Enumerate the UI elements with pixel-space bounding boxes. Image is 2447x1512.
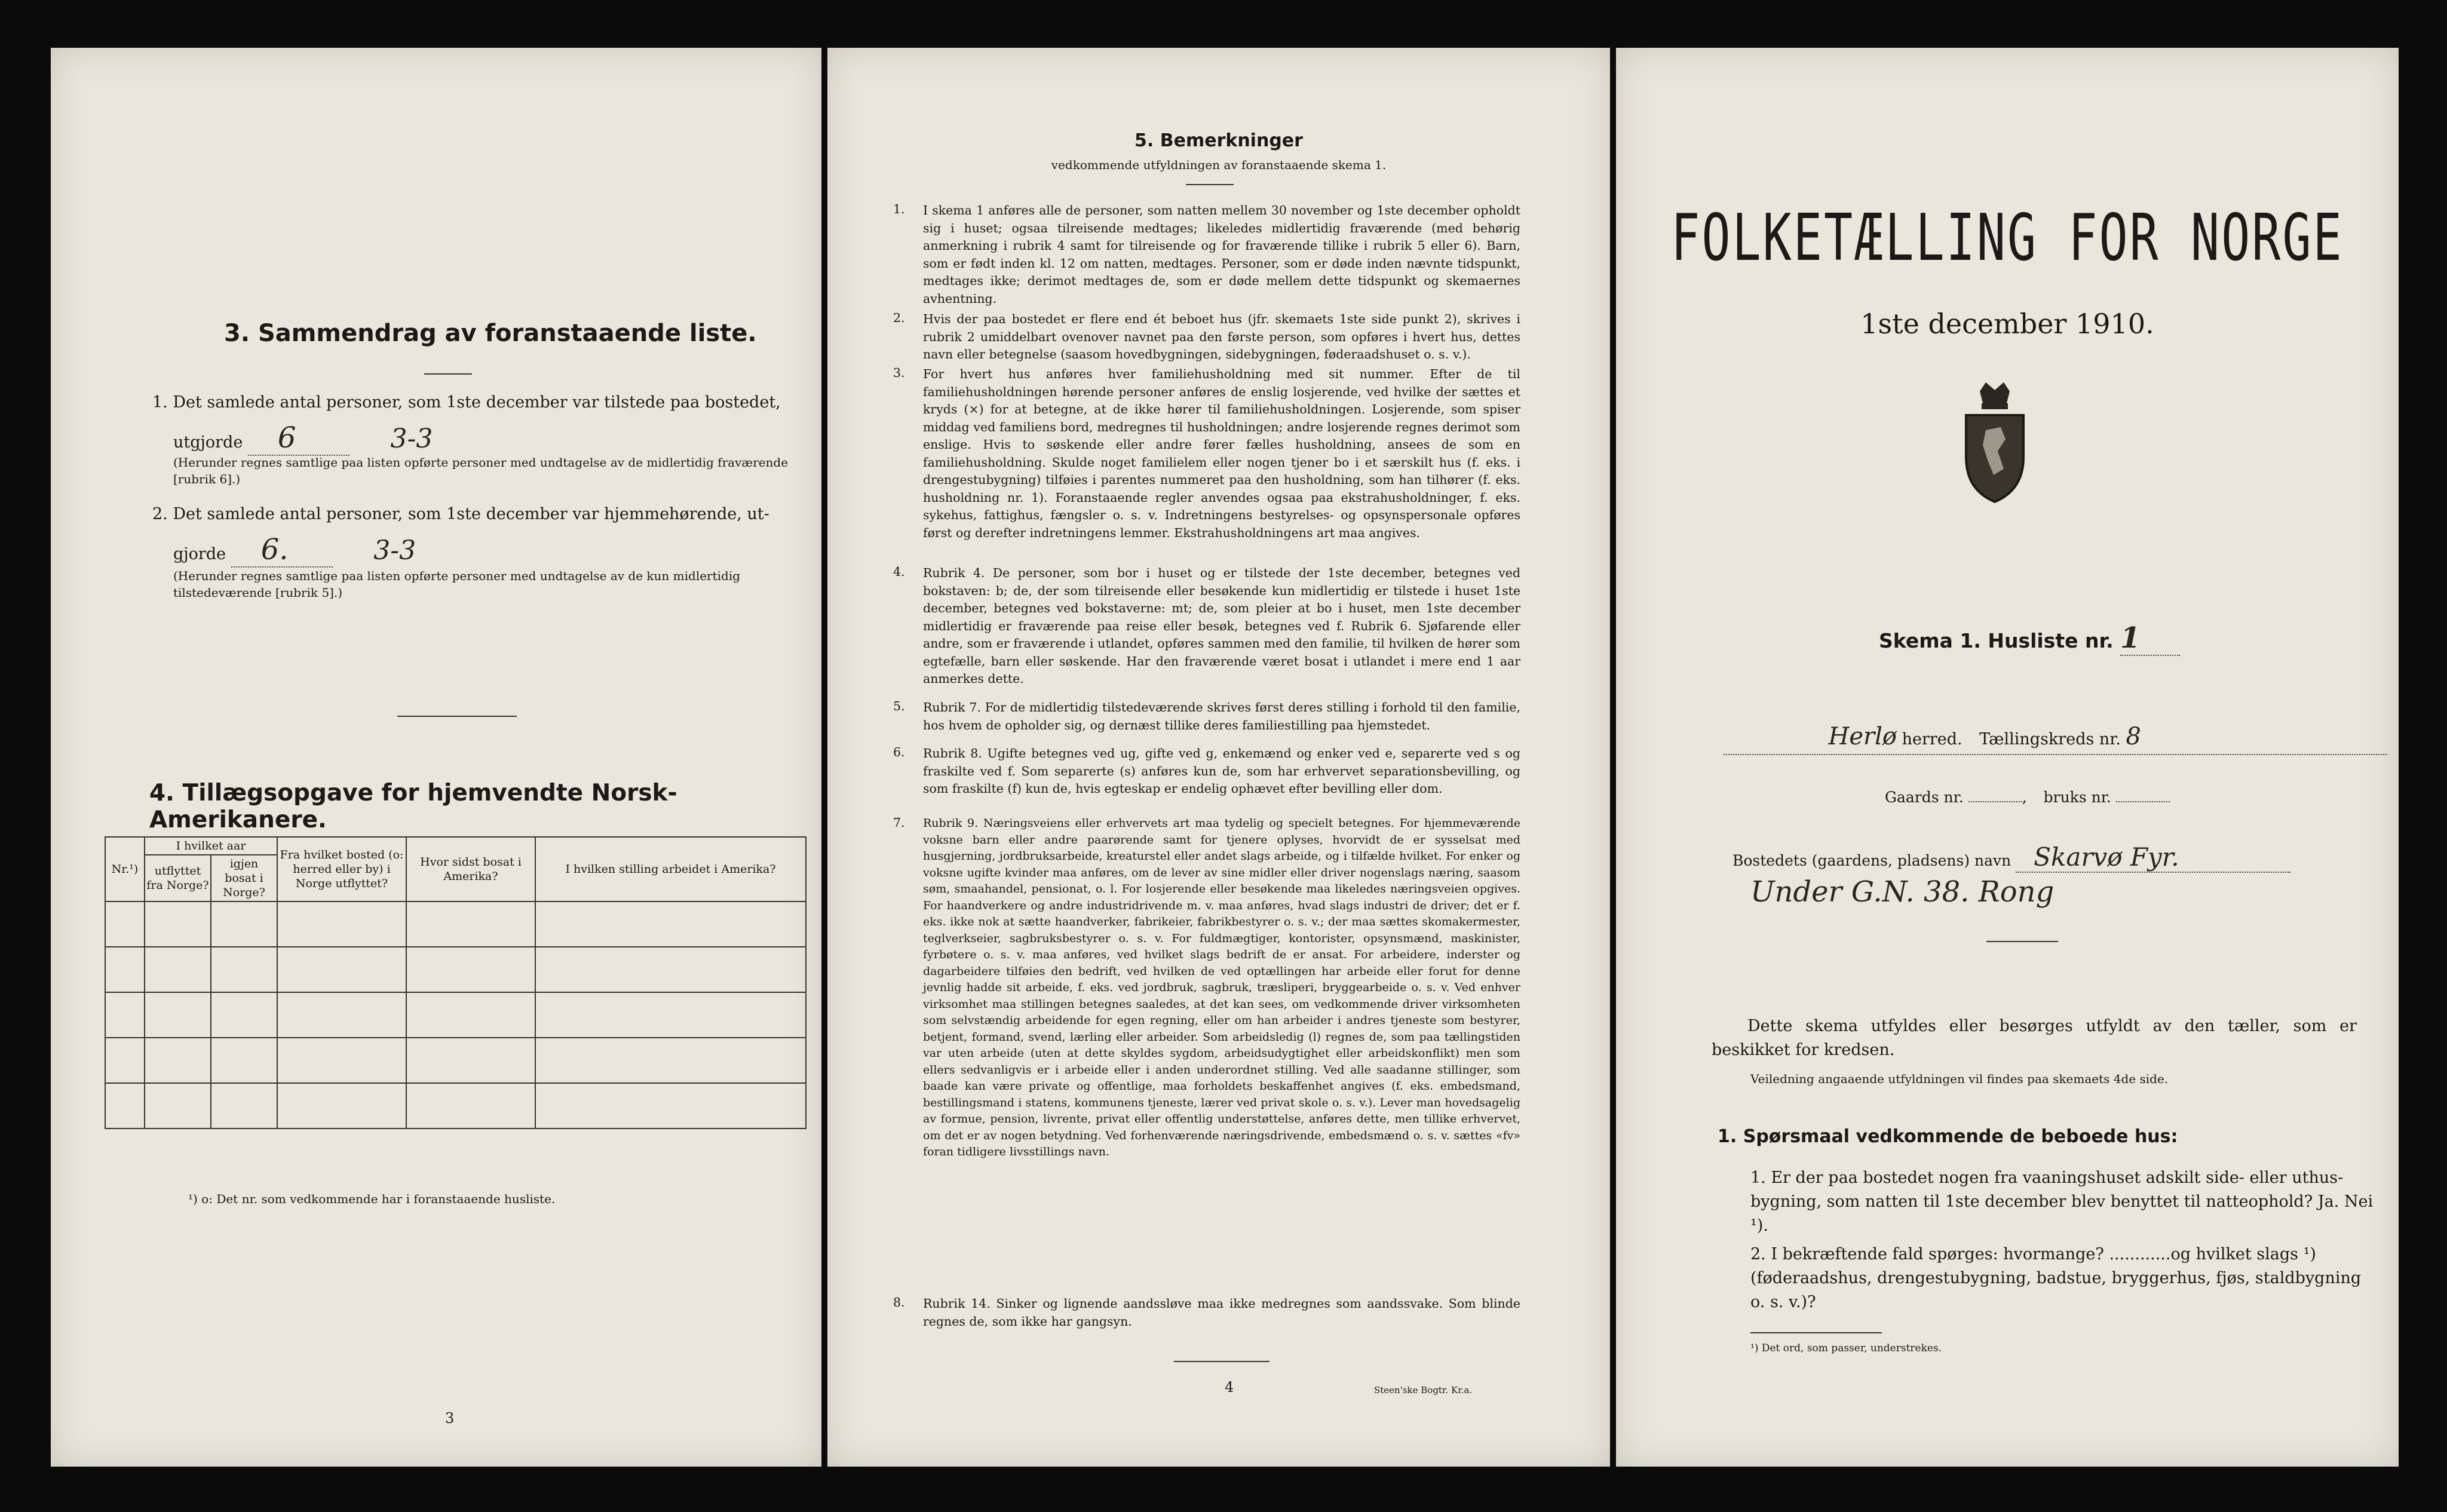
- q2-value: 6.: [231, 533, 333, 568]
- coat-of-arms-icon: [1959, 379, 2031, 505]
- remark-item: Hvis der paa bostedet er flere end ét beboet hus (jfr. skemaets 1ste side punkt 2), skrives i rubrik 2 umiddelbart ovenover navnet paa den første person, som opføres i hvert hus, dettes navn eller betegnelse (saasom hovedbygningen, sidebygningen, føderaadshuset o. s. v.).: [923, 312, 1520, 361]
- table-row: [105, 1038, 806, 1083]
- footnote: ¹) o: Det nr. som vedkommende har i foranstaaende husliste.: [188, 1192, 556, 1206]
- col-america-work: I hvilken stilling arbeidet i Amerika?: [535, 837, 806, 901]
- table-row: [105, 992, 806, 1038]
- page-number: 3: [445, 1410, 455, 1427]
- census-date: 1ste december 1910.: [1860, 308, 2154, 340]
- col-group-year: I hvilket aar: [145, 837, 277, 855]
- instructions: Dette skema utfyldes eller besørges utfyldt av den tæller, som er beskikket for kredsen.: [1712, 1017, 2357, 1059]
- item-number: 6.: [893, 745, 905, 759]
- item-number: 1.: [893, 202, 905, 216]
- item-number: 4.: [893, 565, 905, 579]
- skema-label: Skema 1. Husliste nr.: [1879, 629, 2114, 652]
- item-number: 5.: [893, 699, 905, 713]
- questions-heading: 1. Spørsmaal vedkommende de beboede hus:: [1718, 1126, 2178, 1147]
- q2-note: (Herunder regnes samtlige paa listen opførte personer med undtagelse av de kun midlertidig tilstedeværende [rubrik 5].): [173, 569, 741, 600]
- bosted-value-2: Under G.N. 38. Rong: [1750, 875, 2055, 909]
- remark-item: Rubrik 8. Ugifte betegnes ved ug, gifte ved g, enkemænd og enker ved e, separerte ved s og fraskilte ved f. Som separerte (s) anføres kun de, som har erhvervet separationsbevilling, og som fraskilte (f) kun de, hvis egteskap er endelig ophævet efter bevilling eller dom.: [923, 746, 1520, 796]
- col-returned: igjen bosat i Norge?: [211, 855, 277, 901]
- col-nr: Nr.¹): [105, 837, 145, 901]
- col-from: Fra hvilket bosted (o: herred eller by) i Norge utflyttet?: [277, 837, 406, 901]
- instructions-small: Veiledning angaaende utfyldningen vil findes paa skemaets 4de side.: [1750, 1072, 2169, 1086]
- krets-value: 8: [2126, 723, 2141, 750]
- q1-value: 6: [248, 421, 349, 456]
- col-emigrated: utflyttet fra Norge?: [145, 855, 211, 901]
- krets-label: Tællingskreds nr.: [1979, 730, 2121, 749]
- bosted-value: Skarvø Fyr.: [2016, 842, 2290, 873]
- item-number: 7.: [893, 815, 905, 830]
- divider: [1174, 1361, 1270, 1362]
- gaards-label: Gaards nr.: [1885, 789, 1964, 806]
- footnote: ¹) Det ord, som passer, understrekes.: [1750, 1342, 1942, 1354]
- q2-label: gjorde: [173, 545, 226, 563]
- remark-item: Rubrik 9. Næringsveiens eller erhvervets art maa tydelig og specielt betegnes. For hjemmeværende voksne barn eller andre paarørende samt for tjenere oplyses, hvorvidt de er sysselsat med husgjerning, jordbruksarbeide, kreaturstel eller andet slags arbeide, og i tilfælde hvilket. For enker og voksne ugifte kvinder maa anføres, om de lever av sine midler eller driver nogenslags næring, saasom søm, smaahandel, pensionat, o. l. For losjerende eller besøkende maa likeledes næringsveien opgives. For haandverkere og andre industridrivende m. v. maa anføres, hvad slags industri de driver; det er f. eks. ikke nok at sætte haandverker, fabrikeier, fabrikbestyrer o. s. v.; der maa sættes skomakermester, teglverkseier, sagbruksbestyrer o. s. v. For fuldmægtiger, kontorister, opsynsmænd, maskinister, fyrbøtere o. s. v. maa anføres, ved hvilket slags bedrift de er ansat. For arbeidere, inderster og dagarbeidere tilføies den bedrift, ved hvilken de ved optællingen har arbeide eller forut for denne jevnlig hadde sit arbeide, f. eks. ved jordbruk, sagbruk, træsliperi, bryggearbeide o. s. v. Ved enhver virksomhet maa stillingen betegnes saaledes, at det kan sees, om vedkommende driver virksomheten som selvstændig arbeidende for egen regning, eller om han arbeider i andres tjeneste som bestyrer, betjent, formand, svend, lærling eller arbeider. Som arbeidsledig (l) regnes de, som paa tællingstiden var uten arbeide (uten at dette skyldes sygdom, arbeidsudygtighet eller arbeidskonflikt) men som ellers sedvanligvis er i arbeide eller i anden underordnet stilling. Ved alle saadanne stillinger, som baade kan være private og offentlige, maa forholdets beskaffenhet angives (f. eks. embedsmand, bestillingsmand i statens, kommunens tjeneste, lærer ved privat skole o. s. v.). Lever man hovedsagelig av formue, pension, livrente, privat eller offentlig understøttelse, anføres dette, men tillike erhvervet, om det er av nogen betydning. Ved forhenværende næringsdrivende, embedsmænd o. s. v. sættes «fv» foran tidligere livsstillings navn.: [923, 817, 1520, 1158]
- skema-value: 1: [2120, 621, 2180, 656]
- item-number: 2.: [893, 311, 905, 325]
- divider: [1986, 941, 2058, 942]
- bruks-label: bruks nr.: [2043, 789, 2111, 806]
- remark-item: I skema 1 anføres alle de personer, som natten mellem 30 november og 1ste december opholdt sig i huset; ogsaa tilreisende medtages; likeledes midlertidig fraværende (med behørig anmerkning i rubrik 4 samt for tilreisende og for fraværende tillike i rubrik 5 eller 6). Barn, som er født inden kl. 12 om natten, medtages. Personer, som er døde inden nævnte tidspunkt, medtages ikke; derimot medtages de, som er døde mellem dette tidspunkt og skemaernes avhentning.: [923, 203, 1520, 306]
- divider: [397, 716, 517, 717]
- herred-label: herred.: [1902, 730, 1962, 749]
- question-2: 2. I bekræftende fald spørges: hvormange? ............og hvilket slags ¹) (føderaadshus, drengestubygning, badstue, bryggerhus, fjøs, staldbygning o. s. v.)?: [1750, 1245, 2362, 1311]
- item-number: 3.: [893, 366, 905, 380]
- bruks-value: [2116, 801, 2170, 802]
- q1-text: 1. Det samlede antal personer, som 1ste december var tilstede paa bostedet,: [152, 393, 781, 412]
- gaards-value: [1968, 801, 2022, 802]
- remarks-subtitle: vedkommende utfyldningen av foranstaaende skema 1.: [1051, 158, 1387, 172]
- divider: [1186, 184, 1234, 185]
- page-left: [51, 48, 821, 1467]
- remark-item: Rubrik 4. De personer, som bor i huset og er tilstede der 1ste december, betegnes ved bokstaven: b; de, der som tilreisende eller besøkende kun midlertidig er tilstede i huset 1ste december, betegnes ved bokstaverne: mt; de, som pleier at bo i huset, men 1ste december midlertidig er fraværende paa reise eller besøk, betegnes ved f. Rubrik 6. Sjøfarende eller andre, som er fraværende i utlandet, opføres sammen med den familie, til hvilken de hører som egtefælle, barn eller søskende. Har den fraværende været bosat i utlandet i mere end 1 aar anmerkes dette.: [923, 566, 1520, 686]
- table-row: [105, 1083, 806, 1128]
- herred-value: Herlø: [1828, 723, 1897, 750]
- remark-item: For hvert hus anføres hver familiehusholdning med sit nummer. Efter de til familiehusholdningen hørende personer anføres de enslig losjerende, ved hvilke der sættes et kryds (×) for at betegne, at de ikke hører til familiehusholdningen. Losjerende, som spiser middag ved familiens bord, medregnes til husholdningen; andre losjerende regnes derimot som enslige. Hvis to søskende eller andre fører fælles husholdning, ansees de som en familiehusholdning. Skulde noget familielem eller nogen tjener bo i et særskilt hus (f. eks. i drengestubygning) tilføies i parentes nummeret paa den husholdning, som han tilhører (f. eks. husholdning nr. 1). Foranstaaende regler anvendes ogsaa paa ekstrahusholdninger, f. eks. sykehus, fattighus, fængsler o. s. v. Indretningens bestyrelses- og opsynspersonale opføres først og derefter indretningens lemmer. Ekstrahusholdningens art maa angives.: [923, 367, 1520, 540]
- table-row: [105, 901, 806, 947]
- section3-title: 3. Sammendrag av foranstaaende liste.: [224, 320, 757, 347]
- printer-mark: Steen'ske Bogtr. Kr.a.: [1374, 1385, 1473, 1396]
- norsk-amerikanere-table: [105, 836, 807, 1129]
- census-title: FOLKETÆLLING FOR NORGE: [1671, 200, 2344, 275]
- col-america-place: Hvor sidst bosat i Amerika?: [406, 837, 535, 901]
- page-middle: [827, 48, 1610, 1467]
- section4-title: 4. Tillægsopgave for hjemvendte Norsk-Amerikanere.: [149, 780, 677, 833]
- q1-split: 3-3: [390, 424, 433, 454]
- q2-split: 3-3: [373, 535, 416, 566]
- table-row: [105, 947, 806, 992]
- divider: [1750, 1332, 1882, 1333]
- q2-text: 2. Det samlede antal personer, som 1ste december var hjemmehørende, ut-: [152, 505, 769, 523]
- page-number: 4: [1225, 1379, 1234, 1396]
- page-right: FOLKETÆLLING FOR NORGE 1ste december 1910. Skema 1. Husliste nr. 1 Herlø herred. Tællingskreds nr. 8 Gaards nr. , bruks nr. Bostedets (gaardens, pladsens) navn Skarvø Fyr. Under G.N. 38. Rong Dette skema utfyldes eller besørges utfyldt av den tæller, som er beskikket for kredsen. Veiledning angaaende utfyldningen vil findes paa skemaets 4de side. 1. Spørsmaal vedkommende de beboede hus: 1. Er der paa bostedet nogen fra vaaningshuset adskilt side- eller uthus-bygning, som natten til 1ste december blev benyttet til natteophold? Ja. Nei ¹). 2. I bekræftende fald spørges: hvormange? ............og hvilket slags ¹) (føderaadshus, drengestubygning, badstue, bryggerhus, fjøs, staldbygning o. s. v.)? ¹) Det ord, som passer, understrekes.: [1616, 48, 2399, 1467]
- remark-item: Rubrik 14. Sinker og lignende aandssløve maa ikke medregnes som aandssvake. Som blinde regnes de, som ikke har gangsyn.: [923, 1296, 1520, 1329]
- q1-note: (Herunder regnes samtlige paa listen opførte personer med undtagelse av de midlertidig fraværende [rubrik 6].): [173, 455, 789, 486]
- question-1: 1. Er der paa bostedet nogen fra vaaningshuset adskilt side- eller uthus-bygning, som natten til 1ste december blev benyttet til natteophold? Ja. Nei ¹).: [1750, 1168, 2374, 1235]
- divider: [424, 373, 472, 375]
- remark-item: Rubrik 7. For de midlertidig tilstedeværende skrives først deres stilling i forhold til den familie, hos hvem de opholder sig, og dernæst tillike deres familiestilling paa hjemstedet.: [923, 700, 1520, 732]
- item-number: 8.: [893, 1295, 905, 1309]
- q1-label: utgjorde: [173, 433, 243, 452]
- remarks-title: 5. Bemerkninger: [1134, 130, 1303, 151]
- bosted-label: Bostedets (gaardens, pladsens) navn: [1732, 852, 2011, 869]
